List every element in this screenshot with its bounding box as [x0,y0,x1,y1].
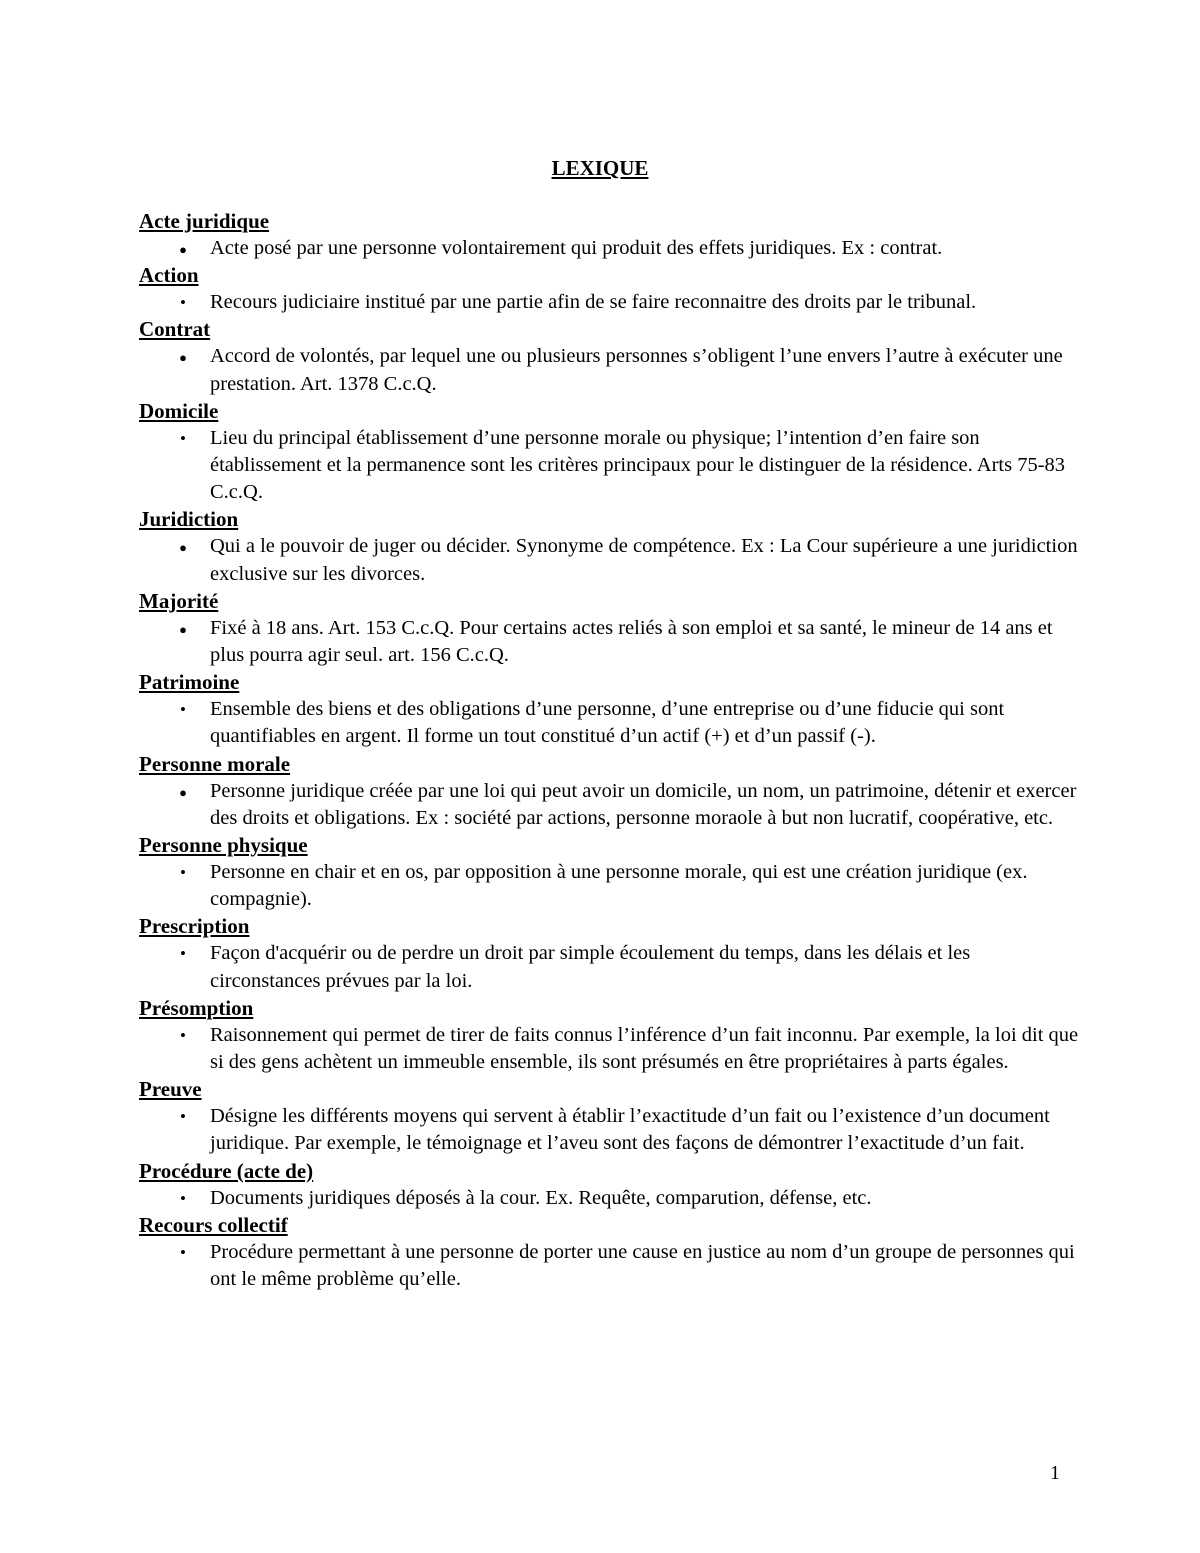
entry-definition-item [139,235,1079,262]
entry-definition-item [139,343,1079,397]
entry-definition-item [139,289,1079,316]
entry-definition-item [139,940,1079,994]
entry-definition: Documents juridiques déposés à la cour. Ex. Requête, comparution, défense, etc. [210,1186,872,1209]
entry-term: Contrat [139,317,211,342]
bullet-icon [173,778,193,806]
glossary-entries [139,208,1079,1293]
glossary-entry [139,751,1079,832]
entry-term: Procédure (acte de) [139,1158,314,1183]
glossary-entry [139,1212,1079,1293]
entry-definition-item [139,1185,1079,1212]
entry-term: Patrimoine [139,670,240,695]
bullet-icon [173,343,193,371]
entry-definition-item [139,615,1079,669]
entry-definition: Recours judiciaire institué par une partie afin de se faire reconnaitre des droits par le tribunal. [210,291,977,314]
bullet-icon [173,859,193,886]
entry-definition: Personne juridique créée par une loi qui peut avoir un domicile, un nom, un patrimoine, détenir et exercer des droits et obligations. Ex : société par actions, personne moraole à but non lucratif, coopérative, etc. [210,779,1077,829]
bullet-icon [173,1022,193,1049]
bullet-icon [173,235,193,263]
glossary-entry [139,913,1079,994]
entry-definition: Ensemble des biens et des obligations d’une personne, d’une entreprise ou d’une fiducie qui sont quantifiables en argent. Il forme un tout constitué d’un actif (+) et d’un passif (-). [210,698,1005,748]
glossary-entry [139,995,1079,1076]
entry-definition-item [139,425,1079,507]
entry-term: Domicile [139,398,219,423]
bullet-icon [173,615,193,643]
entry-term: Personne morale [139,751,291,776]
bullet-icon [173,289,193,316]
entry-definition: Lieu du principal établissement d’une personne morale ou physique; l’intention d’en faire son établissement et la permanence sont les critères principaux pour le distinguer de la résidence. Arts 75-83 C.c.Q. [210,426,1066,504]
glossary-entry [139,1076,1079,1157]
entry-term: Présomption [139,995,254,1020]
glossary-entry [139,1158,1079,1212]
entry-definition-item [139,533,1079,587]
entry-definition-item [139,1022,1079,1076]
document-title: LEXIQUE [551,156,649,180]
bullet-icon [173,533,193,561]
entry-definition-item [139,1239,1079,1293]
glossary-entry [139,316,1079,397]
glossary-entry [139,669,1079,750]
entry-definition-item [139,1103,1079,1157]
page-number: 1 [1050,1462,1060,1484]
entry-term: Action [139,263,199,288]
glossary-entry [139,262,1079,316]
glossary-entry [139,588,1079,669]
entry-term: Majorité [139,588,219,613]
entry-definition: Raisonnement qui permet de tirer de faits connus l’inférence d’un fait inconnu. Par exemple, la loi dit que si des gens achètent un immeuble ensemble, ils sont présumés en être propriétaires à parts égales. [210,1023,1079,1074]
entry-definition: Acte posé par une personne volontairement qui produit des effets juridiques. Ex : contrat. [210,237,943,259]
entry-term: Juridiction [139,507,239,532]
entry-term: Personne physique [139,833,308,858]
glossary-entry [139,832,1079,913]
bullet-icon [173,1239,193,1266]
entry-definition: Accord de volontés, par lequel une ou plusieurs personnes s’obligent l’une envers l’autre à exécuter une prestation. Art. 1378 C.c.Q. [210,345,1063,395]
entry-definition: Procédure permettant à une personne de porter une cause en justice au nom d’un groupe de personnes qui ont le même problème qu’elle. [210,1240,1075,1291]
entry-definition: Qui a le pouvoir de juger ou décider. Synonyme de compétence. Ex : La Cour supérieure a une juridiction exclusive sur les divorces. [210,535,1078,585]
entry-term: Recours collectif [139,1212,288,1237]
entry-definition: Fixé à 18 ans. Art. 153 C.c.Q. Pour certains actes reliés à son emploi et sa santé, le mineur de 14 ans et plus pourra agir seul. art. 156 C.c.Q. [210,616,1053,667]
entry-term: Acte juridique [139,209,270,233]
bullet-icon [173,1103,193,1130]
entry-definition: Façon d'acquérir ou de perdre un droit par simple écoulement du temps, dans les délais et les circonstances prévues par la loi. [210,942,971,992]
bullet-icon [173,425,193,452]
glossary-entry [139,506,1079,587]
entry-definition-item [139,696,1079,750]
glossary-entry [139,398,1079,507]
bullet-icon [173,1185,193,1212]
entry-term: Prescription [139,914,250,939]
glossary-entry [139,208,1079,262]
entry-definition: Personne en chair et en os, par opposition à une personne morale, qui est une création juridique (ex. compagnie). [210,861,1028,911]
bullet-icon [173,940,193,967]
entry-definition-item [139,859,1079,913]
entry-definition-item [139,778,1079,832]
entry-term: Preuve [139,1077,202,1102]
bullet-icon [173,696,193,723]
entry-definition: Désigne les différents moyens qui servent à établir l’exactitude d’un fait ou l’existence d’un document juridique. Par exemple, le témoignage et l’aveu sont des façons de démontrer l’exactitude d’un fait. [210,1105,1050,1155]
